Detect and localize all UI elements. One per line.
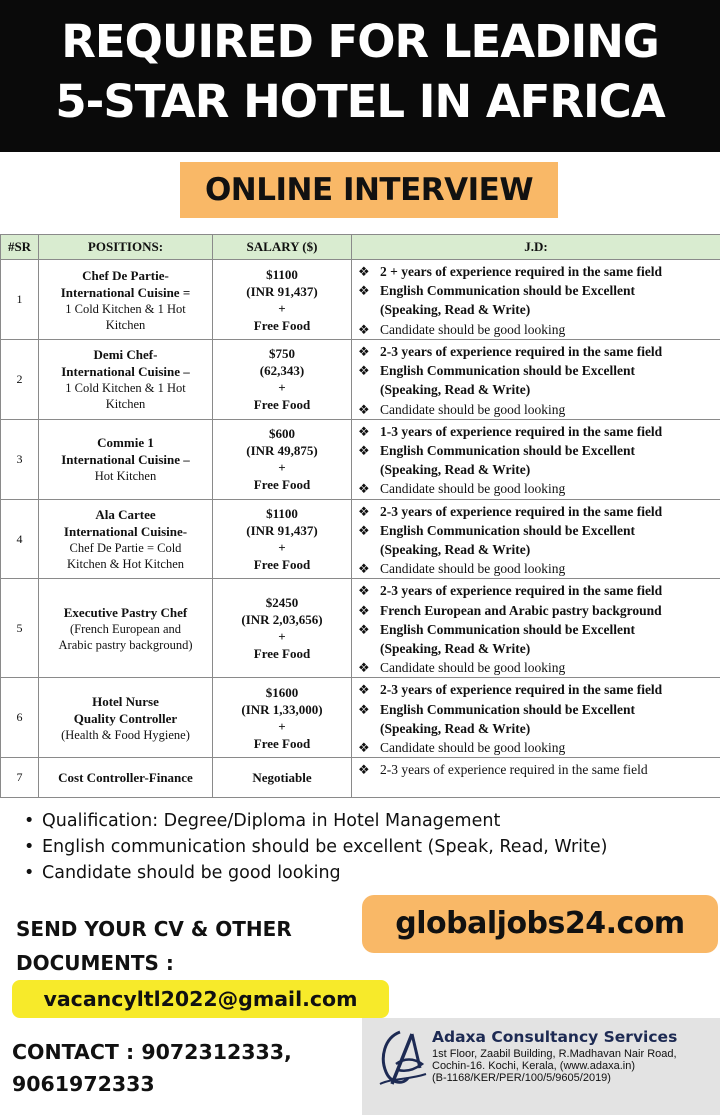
diamond-bullet-icon: ❖: [358, 363, 370, 379]
position-title: Hotel Nurse: [92, 693, 159, 709]
position-title: Executive Pastry Chef: [63, 604, 188, 620]
send-cv-line: DOCUMENTS :: [16, 951, 174, 975]
jd-text: English Communication should be Excellent: [380, 522, 636, 538]
jd-text: Candidate should be good looking: [380, 740, 566, 756]
salary-line: $1100: [266, 506, 298, 522]
table-row: [1, 260, 720, 340]
table-row: [1, 678, 720, 758]
salary-line: Free Food: [253, 397, 311, 413]
salary-cell: [213, 579, 352, 678]
diamond-bullet-icon: ❖: [358, 602, 370, 618]
jd-item: [358, 700, 716, 719]
position-title: Chef De Partie-: [82, 267, 169, 283]
jd-text: English Communication should be Excellent: [380, 443, 636, 459]
position-detail: Kitchen: [105, 397, 146, 412]
diamond-bullet-icon: ❖: [358, 660, 370, 676]
address-line: (B-1168/KER/PER/100/5/9605/2019): [432, 1072, 611, 1084]
jd-text: Candidate should be good looking: [380, 660, 566, 676]
contact-phone: [12, 1036, 292, 1100]
jd-text: English Communication should be Excellent: [380, 283, 636, 299]
banner-line-2: 5-STAR HOTEL IN AFRICA: [55, 75, 665, 128]
row-number: 1: [1, 260, 39, 340]
salary-cell: [213, 340, 352, 420]
position-cell: [39, 678, 213, 758]
qualification-item: [24, 834, 704, 860]
qualification-item: [24, 860, 704, 886]
diamond-bullet-icon: ❖: [358, 443, 370, 459]
position-detail: 1 Cold Kitchen & 1 Hot: [65, 381, 186, 396]
salary-line: Free Food: [253, 735, 311, 751]
table-row: [1, 340, 720, 420]
salary-line: +: [278, 540, 286, 556]
salary-line: (62,343): [259, 363, 305, 379]
bullet-icon: •: [24, 863, 35, 883]
position-cell: [39, 499, 213, 579]
jd-text: 2 + years of experience required in the same field: [380, 264, 663, 279]
position-title: Quality Controller: [73, 710, 178, 726]
positions-table: [0, 234, 720, 798]
online-interview-label: ONLINE INTERVIEW: [180, 162, 558, 218]
salary-line: +: [278, 300, 286, 316]
position-detail: Chef De Partie = Cold: [69, 541, 182, 556]
jd-text-continued: (Speaking, Read & Write): [380, 542, 531, 558]
jd-item: [358, 479, 716, 498]
jd-text: Candidate should be good looking: [380, 321, 566, 337]
jd-text-continued: (Speaking, Read & Write): [380, 302, 531, 318]
table-header-row: [1, 235, 720, 260]
salary-cell: [213, 499, 352, 579]
jd-item: [358, 502, 716, 521]
jd-item: [358, 658, 716, 677]
jd-item: [358, 559, 716, 578]
header-jd: J.D:: [352, 235, 720, 260]
jd-text: English Communication should be Excellent: [380, 621, 636, 637]
diamond-bullet-icon: ❖: [358, 762, 370, 778]
jd-item: [358, 281, 716, 300]
jd-cell: [352, 419, 720, 499]
position-title: International Cuisine –: [61, 364, 190, 380]
salary-line: $750: [269, 346, 295, 362]
diamond-bullet-icon: ❖: [358, 740, 370, 756]
jd-item: [358, 262, 716, 281]
salary-line: $1100: [266, 266, 298, 282]
salary-line: +: [278, 629, 286, 645]
position-title: Ala Cartee: [95, 507, 156, 523]
diamond-bullet-icon: ❖: [358, 344, 370, 359]
row-number: 7: [1, 758, 39, 798]
bullet-icon: •: [24, 837, 35, 857]
salary-line: (INR 91,437): [246, 523, 318, 539]
qualification-text: English communication should be excellent (Speak, Read, Write): [42, 837, 608, 857]
position-detail: (Health & Food Hygiene): [61, 727, 190, 742]
salary-line: +: [278, 380, 286, 396]
diamond-bullet-icon: ❖: [358, 621, 370, 637]
jd-text: English Communication should be Excellent: [380, 363, 636, 379]
address-line: 1st Floor, Zaabil Building, R.Madhavan Nair Road,: [432, 1048, 677, 1060]
row-number: 3: [1, 419, 39, 499]
diamond-bullet-icon: ❖: [358, 503, 370, 519]
salary-cell: [213, 419, 352, 499]
salary-line: $600: [269, 426, 295, 442]
position-detail: Hot Kitchen: [94, 469, 157, 484]
website-link[interactable]: globaljobs24.com: [362, 895, 718, 953]
table-row: [1, 499, 720, 579]
jd-text-continued: (Speaking, Read & Write): [380, 720, 531, 736]
salary-line: Free Food: [253, 317, 311, 333]
salary-line: Free Food: [253, 646, 311, 662]
jd-text: 2-3 years of experience required in the same field: [380, 344, 663, 359]
jd-text: 2-3 years of experience required in the same field: [380, 762, 648, 778]
company-name: Adaxa Consultancy Services: [432, 1028, 678, 1046]
jd-text: Candidate should be good looking: [380, 561, 566, 577]
bullet-icon: •: [24, 811, 35, 831]
position-cell: [39, 419, 213, 499]
position-title: International Cuisine =: [60, 284, 191, 300]
header-banner: [0, 0, 720, 152]
jd-item: [358, 620, 716, 639]
jd-item: [358, 400, 716, 419]
header-sr: #SR: [1, 235, 39, 260]
jd-item: [358, 320, 716, 339]
jd-item: [358, 760, 716, 779]
jd-item: [358, 680, 716, 699]
table-row: [1, 419, 720, 499]
diamond-bullet-icon: ❖: [358, 264, 370, 279]
jd-cell: [352, 758, 720, 798]
position-detail: Kitchen: [105, 317, 146, 332]
position-title: Commie 1: [97, 435, 154, 451]
send-cv-line: SEND YOUR CV & OTHER: [16, 917, 292, 941]
qualification-text: Qualification: Degree/Diploma in Hotel Management: [42, 811, 501, 831]
row-number: 2: [1, 340, 39, 420]
diamond-bullet-icon: ❖: [358, 401, 370, 417]
salary-line: $1600: [265, 684, 299, 700]
header-positions: POSITIONS:: [39, 235, 213, 260]
jd-text-continued: (Speaking, Read & Write): [380, 462, 531, 478]
table-row: [1, 579, 720, 678]
jd-item: [358, 581, 716, 600]
company-address: [432, 1048, 677, 1084]
row-number: 4: [1, 499, 39, 579]
diamond-bullet-icon: ❖: [358, 423, 370, 439]
jd-cell: [352, 499, 720, 579]
jd-item: [358, 441, 716, 460]
jd-item: [358, 601, 716, 620]
qualification-text: Candidate should be good looking: [42, 863, 341, 883]
position-title: Demi Chef-: [93, 347, 158, 363]
jd-item: [358, 422, 716, 441]
salary-line: Free Food: [253, 477, 311, 493]
salary-line: $2450: [265, 595, 299, 611]
jd-cell: [352, 340, 720, 420]
position-cell: [39, 579, 213, 678]
jd-text: English Communication should be Excellent: [380, 701, 636, 717]
position-title: International Cuisine-: [63, 524, 188, 540]
diamond-bullet-icon: ❖: [358, 701, 370, 717]
position-title: International Cuisine –: [61, 452, 190, 468]
header-salary: SALARY ($): [213, 235, 352, 260]
contact-line[interactable]: CONTACT : 9072312333,: [12, 1040, 292, 1064]
jd-item: [358, 738, 716, 757]
jd-text-continued: (Speaking, Read & Write): [380, 382, 531, 398]
jd-text: 2-3 years of experience required in the same field: [380, 503, 663, 519]
salary-line: +: [278, 718, 286, 734]
jd-text-continued: (Speaking, Read & Write): [380, 641, 531, 657]
banner-line-1: REQUIRED FOR LEADING: [61, 15, 659, 68]
jd-text: French European and Arabic pastry background: [380, 602, 662, 618]
jd-text: Candidate should be good looking: [380, 481, 566, 497]
address-line: Cochin-16. Kochi, Kerala, (www.adaxa.in): [432, 1060, 635, 1072]
position-title: Cost Controller-Finance: [58, 770, 193, 786]
diamond-bullet-icon: ❖: [358, 321, 370, 337]
diamond-bullet-icon: ❖: [358, 583, 370, 599]
salary-line: (INR 2,03,656): [241, 612, 323, 628]
diamond-bullet-icon: ❖: [358, 561, 370, 577]
salary-cell: [213, 758, 352, 798]
position-cell: [39, 340, 213, 420]
salary-line: (INR 1,33,000): [241, 701, 323, 717]
jd-item: [358, 521, 716, 540]
jd-cell: [352, 579, 720, 678]
diamond-bullet-icon: ❖: [358, 682, 370, 698]
salary-cell: [213, 260, 352, 340]
position-detail: Arabic pastry background): [58, 637, 193, 652]
row-number: 6: [1, 678, 39, 758]
salary-line: (INR 49,875): [246, 443, 318, 459]
position-cell: [39, 758, 213, 798]
adaxa-logo-icon: [374, 1028, 432, 1090]
jd-item: [358, 342, 716, 361]
jd-cell: [352, 260, 720, 340]
position-detail: 1 Cold Kitchen & 1 Hot: [65, 301, 186, 316]
row-number: 5: [1, 579, 39, 678]
jd-text: Candidate should be good looking: [380, 401, 566, 417]
diamond-bullet-icon: ❖: [358, 522, 370, 538]
qualification-list: [24, 808, 704, 886]
salary-line: Negotiable: [252, 770, 312, 786]
salary-line: +: [278, 460, 286, 476]
diamond-bullet-icon: ❖: [358, 283, 370, 299]
position-cell: [39, 260, 213, 340]
salary-cell: [213, 678, 352, 758]
contact-line[interactable]: 9061972333: [12, 1072, 155, 1096]
send-cv-heading: [16, 912, 292, 980]
salary-line: Free Food: [253, 557, 311, 573]
jd-text: 1-3 years of experience required in the same field: [380, 423, 663, 439]
jd-item: [358, 361, 716, 380]
qualification-item: [24, 808, 704, 834]
position-detail: (French European and: [69, 621, 182, 636]
position-detail: Kitchen & Hot Kitchen: [67, 557, 184, 572]
jd-text: 2-3 years of experience required in the same field: [380, 682, 663, 698]
email-link[interactable]: vacancyltl2022@gmail.com: [12, 980, 389, 1018]
diamond-bullet-icon: ❖: [358, 481, 370, 497]
salary-line: (INR 91,437): [246, 283, 318, 299]
jd-cell: [352, 678, 720, 758]
company-card: [362, 1018, 720, 1115]
table-row: [1, 758, 720, 798]
jd-text: 2-3 years of experience required in the same field: [380, 583, 663, 599]
